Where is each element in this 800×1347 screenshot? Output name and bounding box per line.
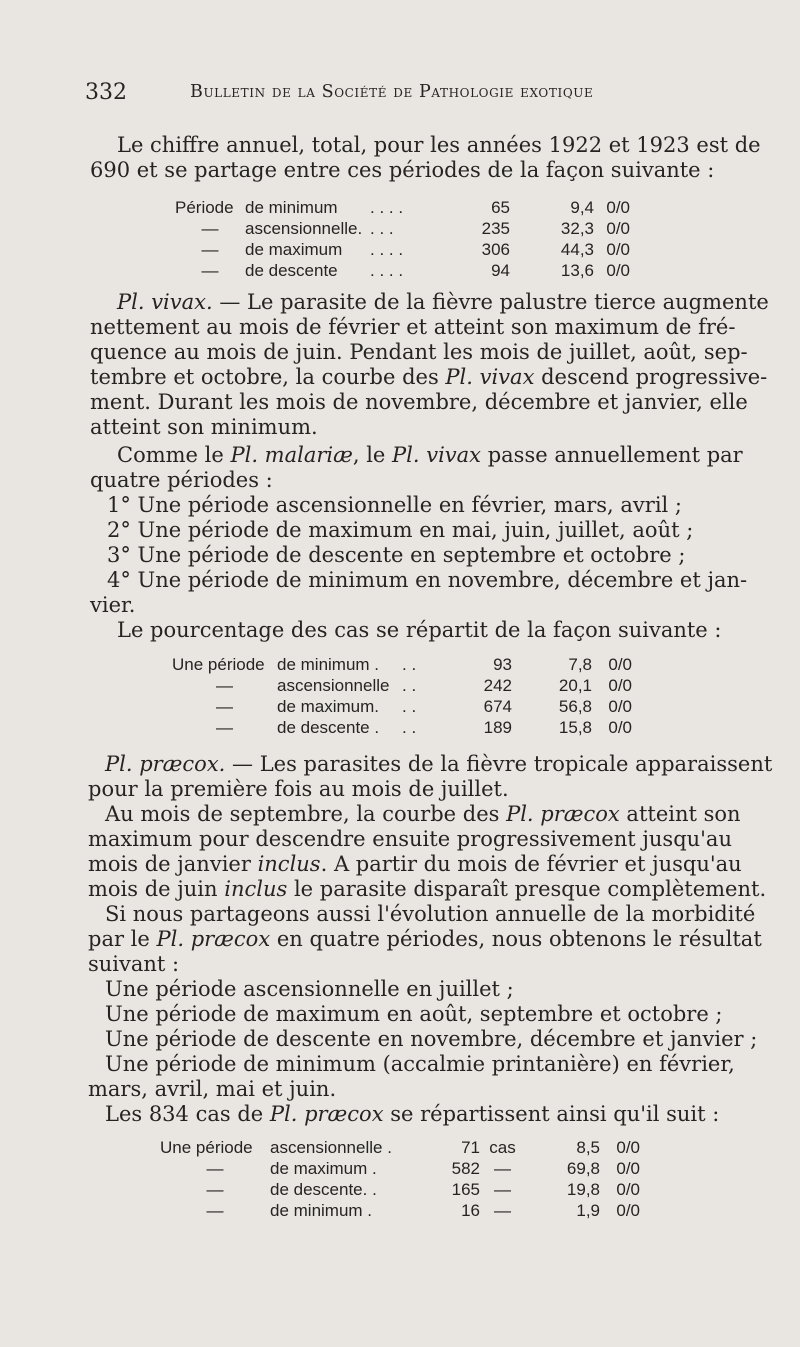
leader-dots: . . (402, 718, 417, 737)
table-row (172, 675, 632, 696)
leader-dots: . . . . (370, 198, 404, 217)
row-label: de maximum (245, 240, 343, 259)
running-header: Bulletin de la Société de Pathologie exotique (190, 82, 594, 102)
leader-dots: . . (402, 655, 417, 674)
table-row (175, 239, 630, 260)
table-row (175, 218, 630, 239)
text-line (88, 927, 762, 952)
text-run: mars, avril, mai et juin. (88, 1077, 337, 1101)
text-run: , le (352, 443, 393, 467)
text-line (105, 802, 741, 827)
intro-line-2: 690 et se partage entre ces périodes de la façon suivante : (90, 158, 715, 182)
text-line (88, 952, 179, 977)
table-praecox-cases (160, 1137, 640, 1221)
row-label: de maximum. (277, 697, 380, 716)
row-lead: Période (175, 198, 234, 217)
italic-term: Pl. præcox (506, 802, 620, 826)
row-unit: 0/0 (608, 718, 632, 737)
text-run: quence au mois de juin. Pendant les mois de juillet, août, sep- (90, 340, 748, 364)
text-line (90, 340, 748, 365)
row-lead: — (201, 219, 219, 238)
table-vivax-percent (172, 654, 632, 738)
text-line (107, 543, 685, 568)
row-unit: 0/0 (606, 261, 630, 280)
table-row (160, 1200, 640, 1221)
row-lead: — (216, 697, 233, 716)
row-unit: 0/0 (616, 1180, 640, 1199)
row-percent: 15,8 (558, 718, 592, 737)
text-line (90, 365, 767, 390)
row-lead: — (201, 261, 219, 280)
text-line (105, 1002, 723, 1027)
row-label: ascensionnelle. (245, 219, 363, 238)
row-count: 674 (483, 697, 512, 716)
text-run: Au mois de septembre, la courbe des (105, 802, 507, 826)
row-cases-word: — (494, 1159, 511, 1178)
row-count: 582 (451, 1159, 480, 1178)
text-line (90, 468, 273, 493)
row-percent: 19,8 (566, 1180, 600, 1199)
row-label: ascensionnelle . (270, 1138, 392, 1157)
text-run: — Le parasite de la fièvre palustre tierce augmente (212, 290, 769, 314)
row-count: 71 (461, 1138, 480, 1157)
leader-dots: . . (402, 676, 417, 695)
text-run: pour la première fois au mois de juillet. (88, 777, 509, 801)
text-line (107, 518, 693, 543)
row-percent: 44,3 (560, 240, 594, 259)
row-label: ascensionnelle (277, 676, 390, 695)
row-count: 165 (451, 1180, 480, 1199)
text-line (117, 443, 743, 468)
text-line (105, 1052, 735, 1077)
text-run: maximum pour descendre ensuite progressivement jusqu'au (88, 827, 732, 851)
text-run: se répartissent ainsi qu'il suit : (383, 1102, 720, 1126)
row-label: de descente. . (270, 1180, 377, 1199)
row-label: de descente . (277, 718, 380, 737)
row-unit: 0/0 (616, 1159, 640, 1178)
table-row (175, 197, 630, 218)
table-row (160, 1179, 640, 1200)
row-count: 65 (491, 198, 510, 217)
row-count: 242 (483, 676, 512, 695)
row-count: 16 (461, 1201, 480, 1220)
row-percent: 1,9 (576, 1201, 600, 1220)
row-count: 189 (483, 718, 512, 737)
text-line (105, 1027, 757, 1052)
row-unit: 0/0 (606, 240, 630, 259)
text-run: passe annuellement par (481, 443, 743, 467)
table-row (160, 1158, 640, 1179)
italic-term: Pl. præcox. (105, 752, 226, 776)
text-line (88, 827, 732, 852)
text-run: Le pourcentage des cas se répartit de la façon suivante : (117, 618, 722, 642)
row-percent: 9,4 (570, 198, 594, 217)
row-unit: 0/0 (608, 697, 632, 716)
row-label: de maximum . (270, 1159, 377, 1178)
row-percent: 32,3 (560, 219, 594, 238)
text-line (88, 852, 742, 877)
text-run: en quatre périodes, nous obtenons le résultat (270, 927, 762, 951)
row-count: 93 (493, 655, 512, 674)
text-line (90, 390, 748, 415)
text-run: le parasite disparaît presque complètement. (287, 877, 767, 901)
text-run: 1° Une période ascensionnelle en février, mars, avril ; (107, 493, 682, 517)
text-run: par le (88, 927, 157, 951)
italic-term: Pl. vivax (392, 443, 482, 467)
row-unit: 0/0 (606, 198, 630, 217)
table-row (172, 717, 632, 738)
page-number: 332 (85, 80, 127, 105)
leader-dots: . . . . (370, 240, 404, 259)
row-count: 306 (481, 240, 510, 259)
text-run: Les 834 cas de (105, 1102, 270, 1126)
text-line (107, 493, 682, 518)
row-label: de minimum . (277, 655, 380, 674)
text-run: suivant : (88, 952, 180, 976)
text-run: 2° Une période de maximum en mai, juin, juillet, août ; (107, 518, 694, 542)
text-line (105, 977, 514, 1002)
row-percent: 8,5 (576, 1138, 600, 1157)
text-run: atteint son (619, 802, 741, 826)
table-periods-total (175, 197, 630, 281)
row-lead: — (201, 240, 219, 259)
text-run: mois de janvier (88, 852, 258, 876)
text-line (105, 902, 755, 927)
row-unit: 0/0 (608, 676, 632, 695)
row-unit: 0/0 (606, 219, 630, 238)
text-run: Une période de descente en novembre, décembre et janvier ; (105, 1027, 758, 1051)
row-cases-word: — (494, 1201, 511, 1220)
text-run: 4° Une période de minimum en novembre, décembre et jan- (107, 568, 748, 592)
text-run: descend progressive- (534, 365, 768, 389)
row-lead: — (206, 1159, 224, 1178)
leader-dots: . . . (370, 219, 394, 238)
table-row (160, 1137, 640, 1158)
row-label: de minimum . (270, 1201, 373, 1220)
row-lead: — (216, 676, 233, 695)
row-lead: Une période (172, 655, 265, 674)
row-count: 94 (491, 261, 510, 280)
row-cases-word: cas (489, 1138, 516, 1157)
row-cases-word: — (494, 1180, 511, 1199)
row-percent: 7,8 (568, 655, 592, 674)
row-unit: 0/0 (616, 1201, 640, 1220)
italic-term: inclus (224, 877, 288, 901)
italic-term: Pl. præcox (156, 927, 271, 951)
row-percent: 13,6 (560, 261, 594, 280)
italic-term: inclus (257, 852, 321, 876)
row-label: de minimum (245, 198, 338, 217)
text-line (107, 568, 747, 593)
table-row (172, 696, 632, 717)
text-line (105, 1102, 719, 1127)
text-run: Une période de minimum (accalmie printanière) en février, (105, 1052, 735, 1076)
text-line (88, 777, 509, 802)
text-run: Si nous partageons aussi l'évolution annuelle de la morbidité (105, 902, 756, 926)
row-lead: — (216, 718, 233, 737)
text-run: vier. (90, 593, 136, 617)
text-run: quatre périodes : (90, 468, 273, 492)
text-run: tembre et octobre, la courbe des (90, 365, 446, 389)
text-run: Comme le (117, 443, 231, 467)
text-run: nettement au mois de février et atteint son maximum de fré- (90, 315, 736, 339)
text-line (90, 415, 318, 440)
italic-term: Pl. vivax. (117, 290, 213, 314)
row-label: de descente (245, 261, 338, 280)
text-run: . A partir du mois de février et jusqu'au (320, 852, 742, 876)
text-run: Une période ascensionnelle en juillet ; (105, 977, 514, 1001)
row-percent: 20,1 (558, 676, 592, 695)
table-row (175, 260, 630, 281)
table-row (172, 654, 632, 675)
row-lead: — (206, 1201, 224, 1220)
row-lead: — (206, 1180, 224, 1199)
text-line (90, 593, 135, 618)
text-run: — Les parasites de la fièvre tropicale apparaissent (225, 752, 773, 776)
text-run: Une période de maximum en août, septembre et octobre ; (105, 1002, 723, 1026)
row-percent: 56,8 (558, 697, 592, 716)
text-line (117, 290, 769, 315)
text-line (90, 315, 735, 340)
italic-term: Pl. præcox (269, 1102, 384, 1126)
italic-term: Pl. vivax (445, 365, 535, 389)
leader-dots: . . . . (370, 261, 404, 280)
leader-dots: . . (402, 697, 417, 716)
text-line (105, 752, 772, 777)
row-count: 235 (481, 219, 510, 238)
text-run: mois de juin (88, 877, 225, 901)
intro-line-1: Le chiffre annuel, total, pour les années 1922 et 1923 est de (117, 133, 761, 157)
italic-term: Pl. malariæ (230, 443, 353, 467)
text-run: 3° Une période de descente en septembre et octobre ; (107, 543, 686, 567)
row-unit: 0/0 (616, 1138, 640, 1157)
row-unit: 0/0 (608, 655, 632, 674)
text-run: atteint son minimum. (90, 415, 318, 439)
text-line (88, 1077, 336, 1102)
text-line (117, 618, 722, 643)
row-percent: 69,8 (566, 1159, 600, 1178)
text-line (88, 877, 766, 902)
row-lead: Une période (160, 1138, 253, 1157)
text-run: ment. Durant les mois de novembre, décembre et janvier, elle (90, 390, 748, 414)
